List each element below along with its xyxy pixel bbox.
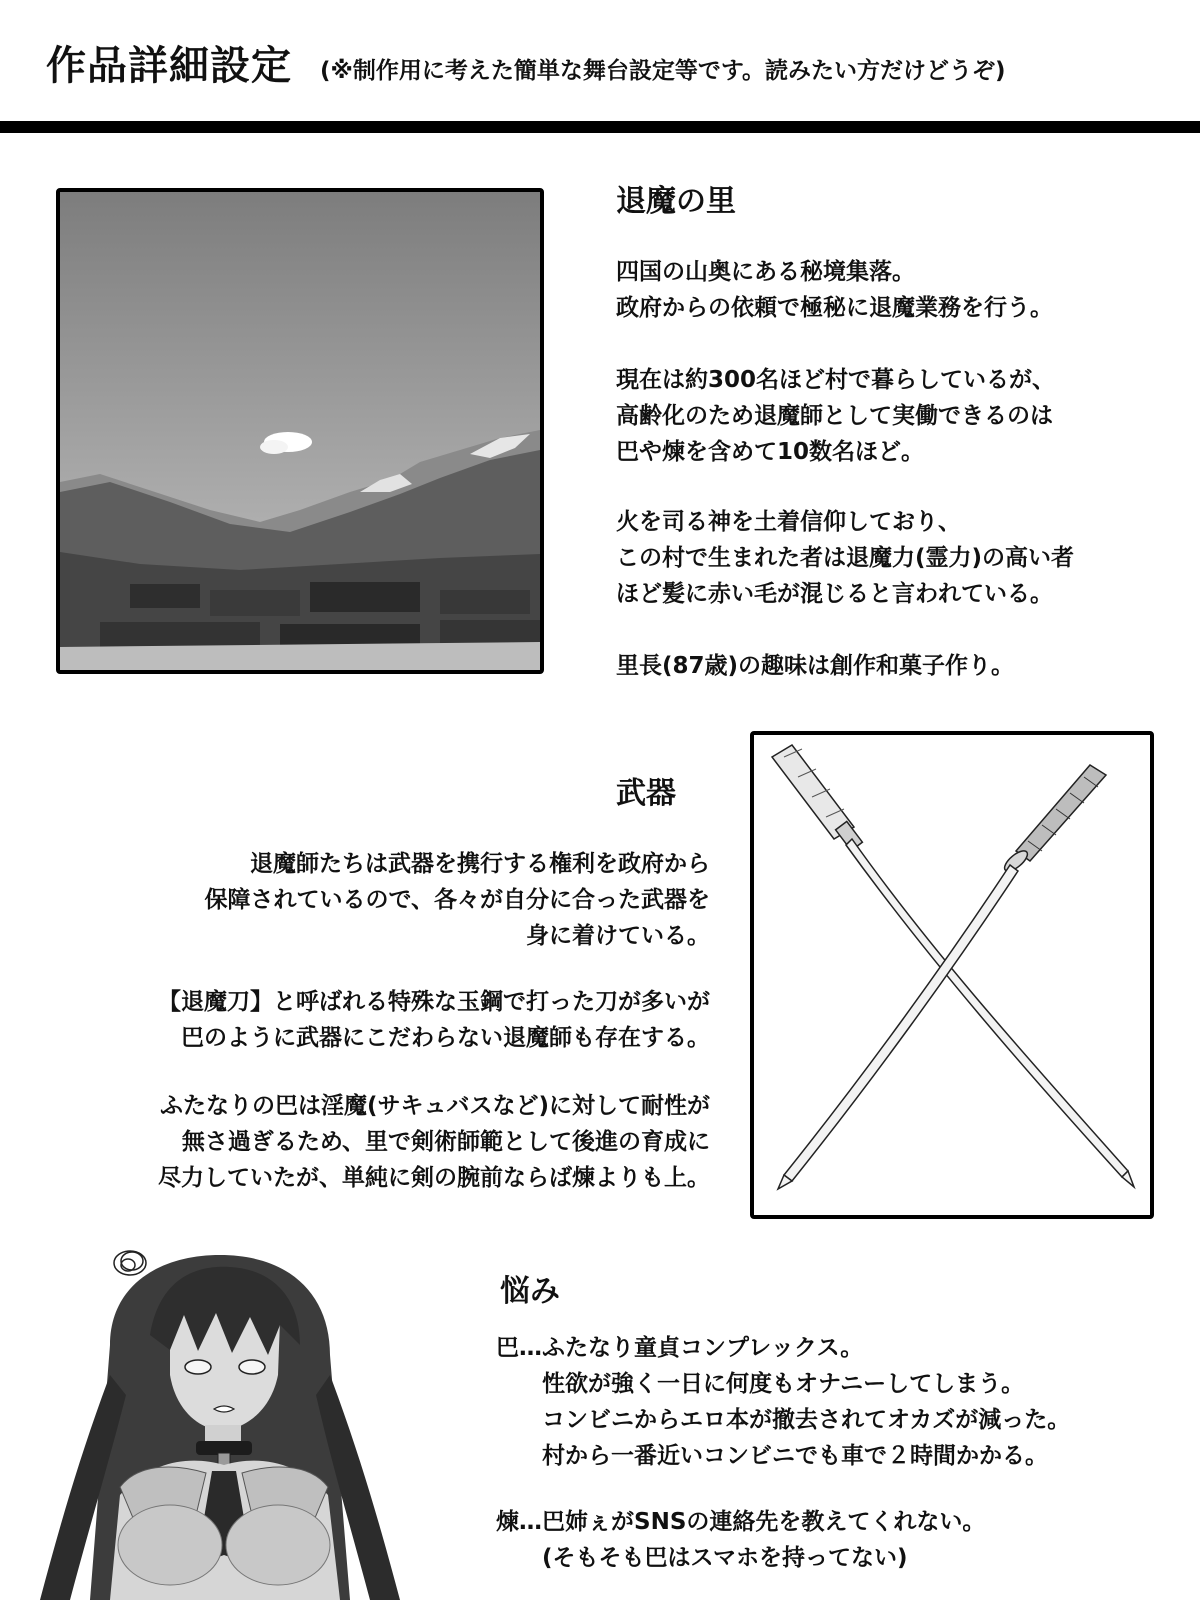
character-image xyxy=(0,1225,460,1600)
scribble-icon xyxy=(114,1251,146,1275)
page-title: 作品詳細設定 xyxy=(46,43,292,89)
village-heading: 退魔の里 xyxy=(616,184,736,219)
crossed-katanas-image xyxy=(754,735,1150,1215)
village-paragraph-4: 里長(87歳)の趣味は創作和菓子作り。 xyxy=(616,653,1015,679)
village-paragraph-1: 四国の山奥にある秘境集落。 政府からの依頼で極秘に退魔業務を行う。 xyxy=(616,259,1053,321)
weapons-heading: 武器 xyxy=(616,776,676,811)
weapons-paragraph-1: 退魔師たちは武器を携行する権利を政府から 保障されているので、各々が自分に合った武器を 身に着けている。 xyxy=(204,851,710,949)
page-subtitle: (※制作用に考えた簡単な舞台設定等です。読みたい方だけどうぞ) xyxy=(320,58,1006,84)
header-divider xyxy=(0,121,1200,133)
swords-illustration xyxy=(750,731,1154,1219)
character-illustration xyxy=(0,1225,460,1600)
village-paragraph-2: 現在は約300名ほど村で暮らしているが、 高齢化のため退魔師として実働できるのは 巴や煉を含めて10数名ほど。 xyxy=(616,367,1056,465)
worries-heading: 悩み xyxy=(500,1274,560,1309)
page-header xyxy=(0,0,1200,120)
worries-paragraph-1: 巴…ふたなり童貞コンプレックス。 性欲が強く一日に何度もオナニーしてしまう。 コンビニからエロ本が撤去されてオカズが減った。 村から一番近いコンビニでも車で２時間かかる。 xyxy=(496,1335,1071,1469)
weapons-paragraph-3: ふたなりの巴は淫魔(サキュバスなど)に対して耐性が 無さ過ぎるため、里で剣術師範として後進の育成に 尽力していたが、単純に剣の腕前ならば煉よりも上。 xyxy=(158,1093,710,1191)
mountain-village-image xyxy=(60,192,540,670)
worries-paragraph-2: 煉…巴姉ぇがSNSの連絡先を教えてくれない。 (そもそも巴はスマホを持ってない) xyxy=(496,1509,986,1571)
village-paragraph-3: 火を司る神を土着信仰しており、 この村で生まれた者は退魔力(霊力)の高い者 ほど髪に赤い毛が混じると言われている。 xyxy=(616,509,1075,607)
weapons-paragraph-2: 【退魔刀】と呼ばれる特殊な玉鋼で打った刀が多いが 巴のように武器にこだわらない退魔師も存在する。 xyxy=(158,989,710,1051)
village-photo xyxy=(56,188,544,674)
